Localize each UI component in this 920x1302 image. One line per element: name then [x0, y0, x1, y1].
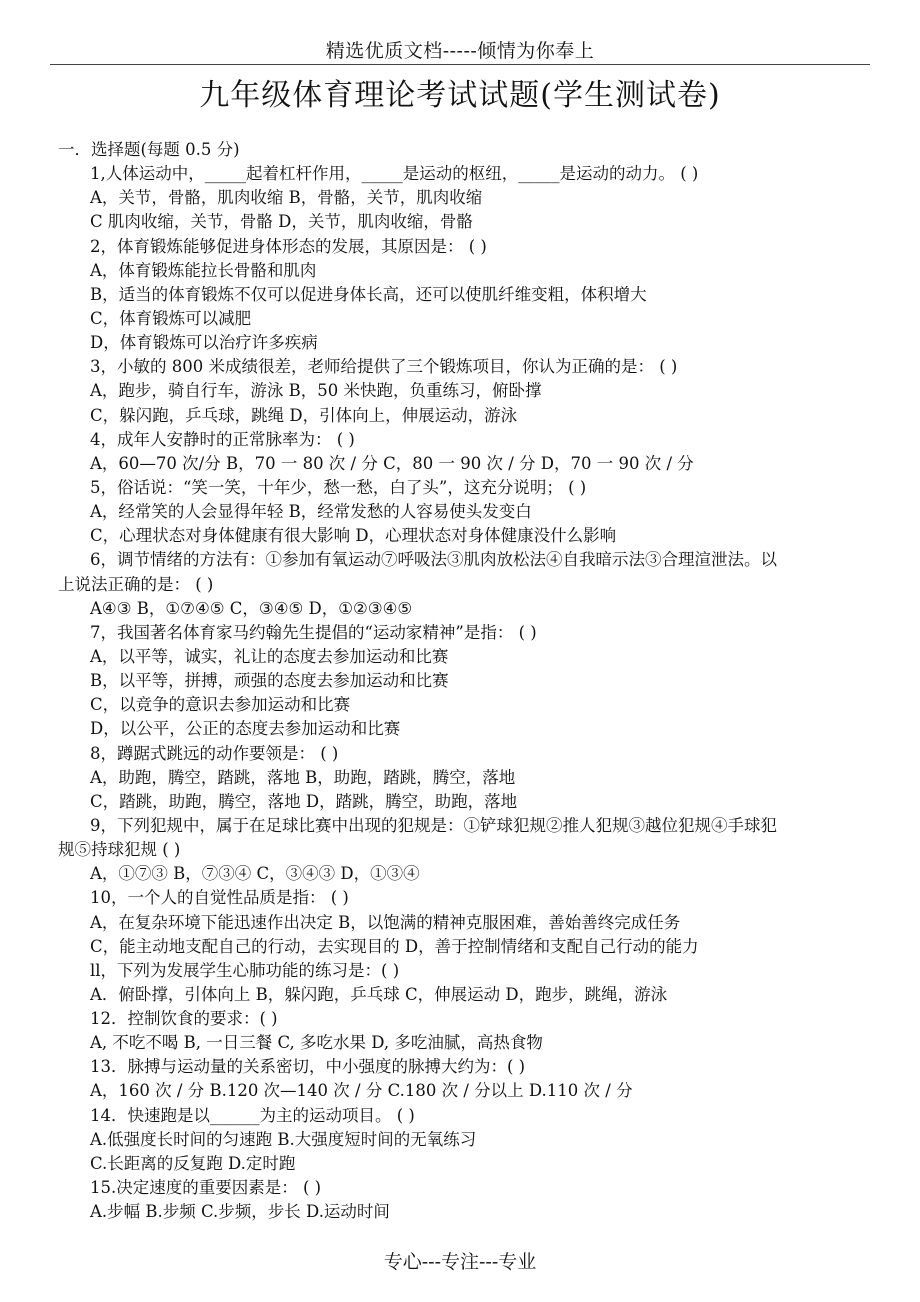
text-line: A，以平等，诚实，礼让的态度去参加运动和比赛: [90, 646, 449, 666]
text-line: A，160 次 / 分 B.120 次—140 次 / 分 C.180 次 / 分以上 D.110 次 / 分: [90, 1081, 633, 1101]
text-line: 8，蹲踞式跳远的动作要领是： ( ): [90, 743, 339, 763]
text-line: 12．控制饮食的要求：( ): [90, 1009, 278, 1029]
text-line: 9，下列犯规中，属于在足球比赛中出现的犯规是：①铲球犯规②推人犯规③越位犯规④手球犯: [90, 815, 777, 835]
text-line: D，以公平，公正的态度去参加运动和比赛: [90, 719, 401, 739]
text-line: 6，调节情绪的方法有：①参加有氧运动⑦呼吸法③肌肉放松法④自我暗示法③合理渲泄法。以: [90, 550, 777, 570]
text-line: 上说法正确的是： ( ): [58, 574, 214, 594]
text-line: A, 不吃不喝 B, 一日三餐 C, 多吃水果 D, 多吃油腻，高热食物: [90, 1033, 543, 1053]
text-line: A，经常笑的人会显得年轻 B，经常发愁的人容易使头发变白: [90, 502, 532, 522]
text-line: 7，我国著名体育家马约翰先生提倡的“运动家精神”是指： ( ): [90, 622, 537, 642]
page-title: 九年级体育理论考试试题(学生测试卷): [199, 78, 721, 113]
text-line: C 肌肉收缩，关节，骨骼 D，关节，肌肉收缩，骨骼: [90, 212, 473, 232]
text-line: A.步幅 B.步频 C.步频，步长 D.运动时间: [90, 1202, 390, 1222]
text-line: 13．脉搏与运动量的关系密切，中小强度的脉搏大约为：( ): [90, 1057, 526, 1077]
text-line: 10，一个人的自觉性品质是指： ( ): [90, 888, 349, 908]
text-line: A，60—70 次/分 B，70 一 80 次 / 分 C，80 一 90 次 / 分 D，70 一 90 次 / 分: [90, 453, 694, 473]
text-line: C，能主动地支配自己的行动，去实现目的 D，善于控制情绪和支配自己行动的能力: [90, 936, 699, 956]
page-header: 精选优质文档-----倾情为你奉上: [325, 40, 595, 62]
text-line: A，体育锻炼能拉长骨骼和肌肉: [90, 260, 317, 280]
text-line: C，以竞争的意识去参加运动和比赛: [90, 695, 351, 715]
text-line: A④③ B，①⑦④⑤ C，③④⑤ D，①②③④⑤: [90, 598, 413, 618]
text-line: A，跑步，骑自行车，游泳 B，50 米快跑，负重练习，俯卧撑: [90, 381, 542, 401]
text-line: A.低强度长时间的匀速跑 B.大强度短时间的无氧练习: [90, 1129, 477, 1149]
header-divider: [50, 64, 870, 65]
text-line: 14．快速跑是以______为主的运动项目。 ( ): [90, 1105, 415, 1125]
question-body: [58, 138, 870, 1224]
text-line: B，以平等，拼搏，顽强的态度去参加运动和比赛: [90, 671, 449, 691]
text-line: C，踏跳，助跑，腾空，落地 D，踏跳，腾空，助跑，落地: [90, 791, 518, 811]
text-line: 1,人体运动中，_____起着杠杆作用，_____是运动的枢纽，_____是运动的动力。 ( ): [90, 164, 699, 184]
text-line: C，体育锻炼可以减肥: [90, 308, 252, 328]
text-line: C，心理状态对身体健康有很大影响 D，心理状态对身体健康没什么影响: [90, 526, 617, 546]
text-line: C.长距离的反复跑 D.定时跑: [90, 1153, 296, 1173]
text-line: A，关节，骨骼，肌肉收缩 B，骨骼，关节，肌肉收缩: [90, 188, 483, 208]
text-line: A，在复杂环境下能迅速作出决定 B，以饱满的精神克服困难，善始善终完成任务: [90, 912, 681, 932]
text-line: D，体育锻炼可以治疗许多疾病: [90, 333, 318, 353]
text-line: 规⑤持球犯规 ( ): [58, 840, 181, 860]
text-line: 一．选择题(每题 0.5 分): [58, 140, 240, 159]
text-line: 3，小敏的 800 米成绩很差，老师给提供了三个锻炼项目，你认为正确的是： ( ): [90, 357, 678, 377]
text-line: C，躲闪跑，乒乓球，跳绳 D，引体向上，伸展运动，游泳: [90, 405, 518, 425]
page-footer: 专心---专注---专业: [383, 1251, 537, 1273]
text-line: B，适当的体育锻炼不仅可以促进身体长高，还可以使肌纤维变粗，体积增大: [90, 284, 647, 304]
text-line: A，①⑦③ B，⑦③④ C，③④③ D，①③④: [90, 864, 420, 884]
text-line: 5，俗话说：“笑一笑，十年少，愁一愁，白了头”，这充分说明； ( ): [90, 477, 587, 497]
text-line: 4，成年人安静时的正常脉率为： ( ): [90, 429, 355, 449]
text-line: 15.决定速度的重要因素是： ( ): [90, 1178, 322, 1198]
text-line: A．俯卧撑，引体向上 B，躲闪跑，乒乓球 C，伸展运动 D，跑步，跳绳，游泳: [90, 984, 668, 1004]
text-line: 2，体育锻炼能够促进身体形态的发展，其原因是： ( ): [90, 236, 487, 256]
text-line: A，助跑，腾空，踏跳，落地 B，助跑，踏跳，腾空，落地: [90, 767, 516, 787]
text-line: ll，下列为发展学生心肺功能的练习是：( ): [90, 960, 400, 980]
